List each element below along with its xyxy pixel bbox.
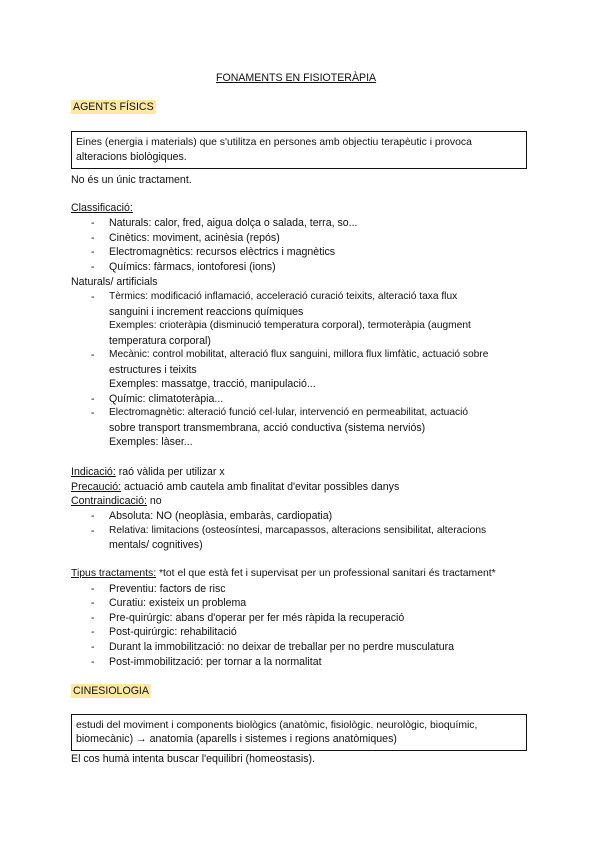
cinesiologia-definition-box [71, 714, 527, 751]
dash-icon: - [91, 246, 95, 258]
list-item [91, 231, 280, 246]
list-item [91, 611, 404, 626]
definition-line-2: biomecànic) → anatomia (aparells i sistemes i regions anatòmiques) [76, 733, 397, 745]
definition-line-2: alteracions biològiques. [76, 151, 187, 163]
contraindicacio-row [71, 494, 162, 509]
dash-icon: - [91, 217, 95, 229]
list-item [91, 655, 322, 670]
dash-icon: - [91, 597, 95, 609]
definition-line-1: estudi del moviment i components biològics (anatòmic, fisiològic. neurològic, bioquímic, [76, 720, 478, 731]
dash-icon: - [91, 261, 95, 273]
list-item-line: Exemples: massatge, tracció, manipulació... [109, 378, 316, 390]
list-item-text: Durant la immobilització: no deixar de treballar per no perdre musculatura [109, 641, 455, 653]
dash-icon: - [91, 510, 95, 522]
precaucio-row [71, 480, 399, 495]
list-item-text: Naturals: calor, fred, aigua dolça o salada, terra, so... [109, 217, 358, 229]
list-item-line: Absoluta: NO (neoplàsia, embaràs, cardiopatia) [109, 510, 333, 522]
dash-icon: - [91, 583, 95, 595]
precaucio-label: Precaució: [71, 481, 122, 493]
page-title: FONAMENTS EN FISIOTERÀPIA [216, 72, 377, 84]
list-item-text: Post-quirúrgic: rehabilitació [109, 626, 237, 638]
naturals-label: Naturals/ artificials [71, 276, 158, 288]
list-item [91, 216, 358, 231]
tipus-text: *tot el que està fet i supervisat per un professional sanitari és tractament* [156, 568, 496, 579]
list-item-line: sobre transport transmembrana, acció conductiva (sistema nerviós) [109, 422, 426, 434]
list-item-text: Curatiu: existeix un problema [109, 597, 247, 609]
list-item-line: estructures i teixits [109, 364, 197, 376]
dash-icon: - [91, 612, 95, 624]
list-item-line: Tèrmics: modificació inflamació, acceleració curació teixits, alteració taxa flux [109, 291, 458, 302]
list-item-line: Mecànic: control mobilitat, alteració flux sanguini, millora flux limfàtic, actuació sobre [109, 349, 489, 360]
list-item-text: Preventiu: factors de risc [109, 583, 226, 595]
definition-box [71, 131, 527, 169]
dash-icon: - [91, 232, 95, 244]
list-item-text: Químics: fàrmacs, iontoforesi (ions) [109, 261, 276, 273]
dash-icon: - [91, 626, 95, 638]
dash-icon: - [91, 525, 95, 537]
section-heading-label: AGENTS FÍSICS [73, 101, 154, 113]
contraindicacio-label: Contraindicació: [71, 495, 147, 507]
dash-icon: - [91, 407, 95, 419]
classificacio-label: Classificació: [71, 202, 133, 214]
list-item-text: Cinètics: moviment, acinèsia (repós) [109, 232, 280, 244]
definition-line-1: Eines (energia i materials) que s'utilitza en persones amb objectiu terapèutic i provoca [76, 137, 472, 148]
list-item [91, 245, 335, 260]
list-item [91, 640, 454, 655]
tipus-row [71, 567, 496, 582]
note-text: No és un únic tractament. [71, 174, 192, 186]
indicacio-text: raó vàlida per utilizar x [115, 466, 225, 478]
list-item-line: Relativa: limitacions (osteosíntesi, marcapassos, alteracions sensibilitat, alteracions [109, 525, 487, 536]
dash-icon: - [91, 349, 95, 361]
section-heading-agents [71, 100, 156, 115]
list-item-line: sanguini i increment reaccions químiques [109, 306, 304, 318]
list-item [91, 625, 237, 640]
contraindicacio-text: no [146, 495, 162, 507]
precaucio-text: actuació amb cautela amb finalitat d'evitar possibles danys [121, 481, 400, 493]
list-item-line: Electromagnètic: alteració funció cel·lular, intervenció en permeabilitat, actuació [109, 407, 469, 418]
list-item-line: temperatura corporal) [109, 335, 211, 347]
section-heading-cinesiologia [71, 684, 151, 699]
list-item-line: Exemples: crioteràpia (disminució temperatura corporal), termoteràpia (augment [109, 320, 471, 331]
list-item-text: Pre-quirúrgic: abans d'operar per fer més ràpida la recuperació [109, 612, 405, 624]
list-item-text: Post-immobilització: per tornar a la normalitat [109, 656, 322, 668]
cinesiologia-note: El cos humà intenta buscar l'equilibri (homeostasis). [71, 753, 316, 765]
dash-icon: - [91, 656, 95, 668]
list-item [91, 582, 226, 597]
list-item-line: Químic: climatoteràpia... [109, 393, 224, 405]
section-heading-label: CINESIOLOGIA [73, 685, 149, 697]
list-item [91, 260, 276, 275]
list-item-line: Exemples: làser... [109, 436, 193, 448]
tipus-label: Tipus tractaments: [71, 568, 157, 579]
list-item [91, 596, 246, 611]
dash-icon: - [91, 291, 95, 303]
list-item-line: mentals/ cognitives) [109, 539, 203, 551]
dash-icon: - [91, 393, 95, 405]
indicacio-label: Indicació: [71, 466, 116, 478]
dash-icon: - [91, 641, 95, 653]
list-item-text: Electromagnètics: recursos elèctrics i magnètics [109, 246, 336, 258]
indicacio-row [71, 465, 225, 480]
